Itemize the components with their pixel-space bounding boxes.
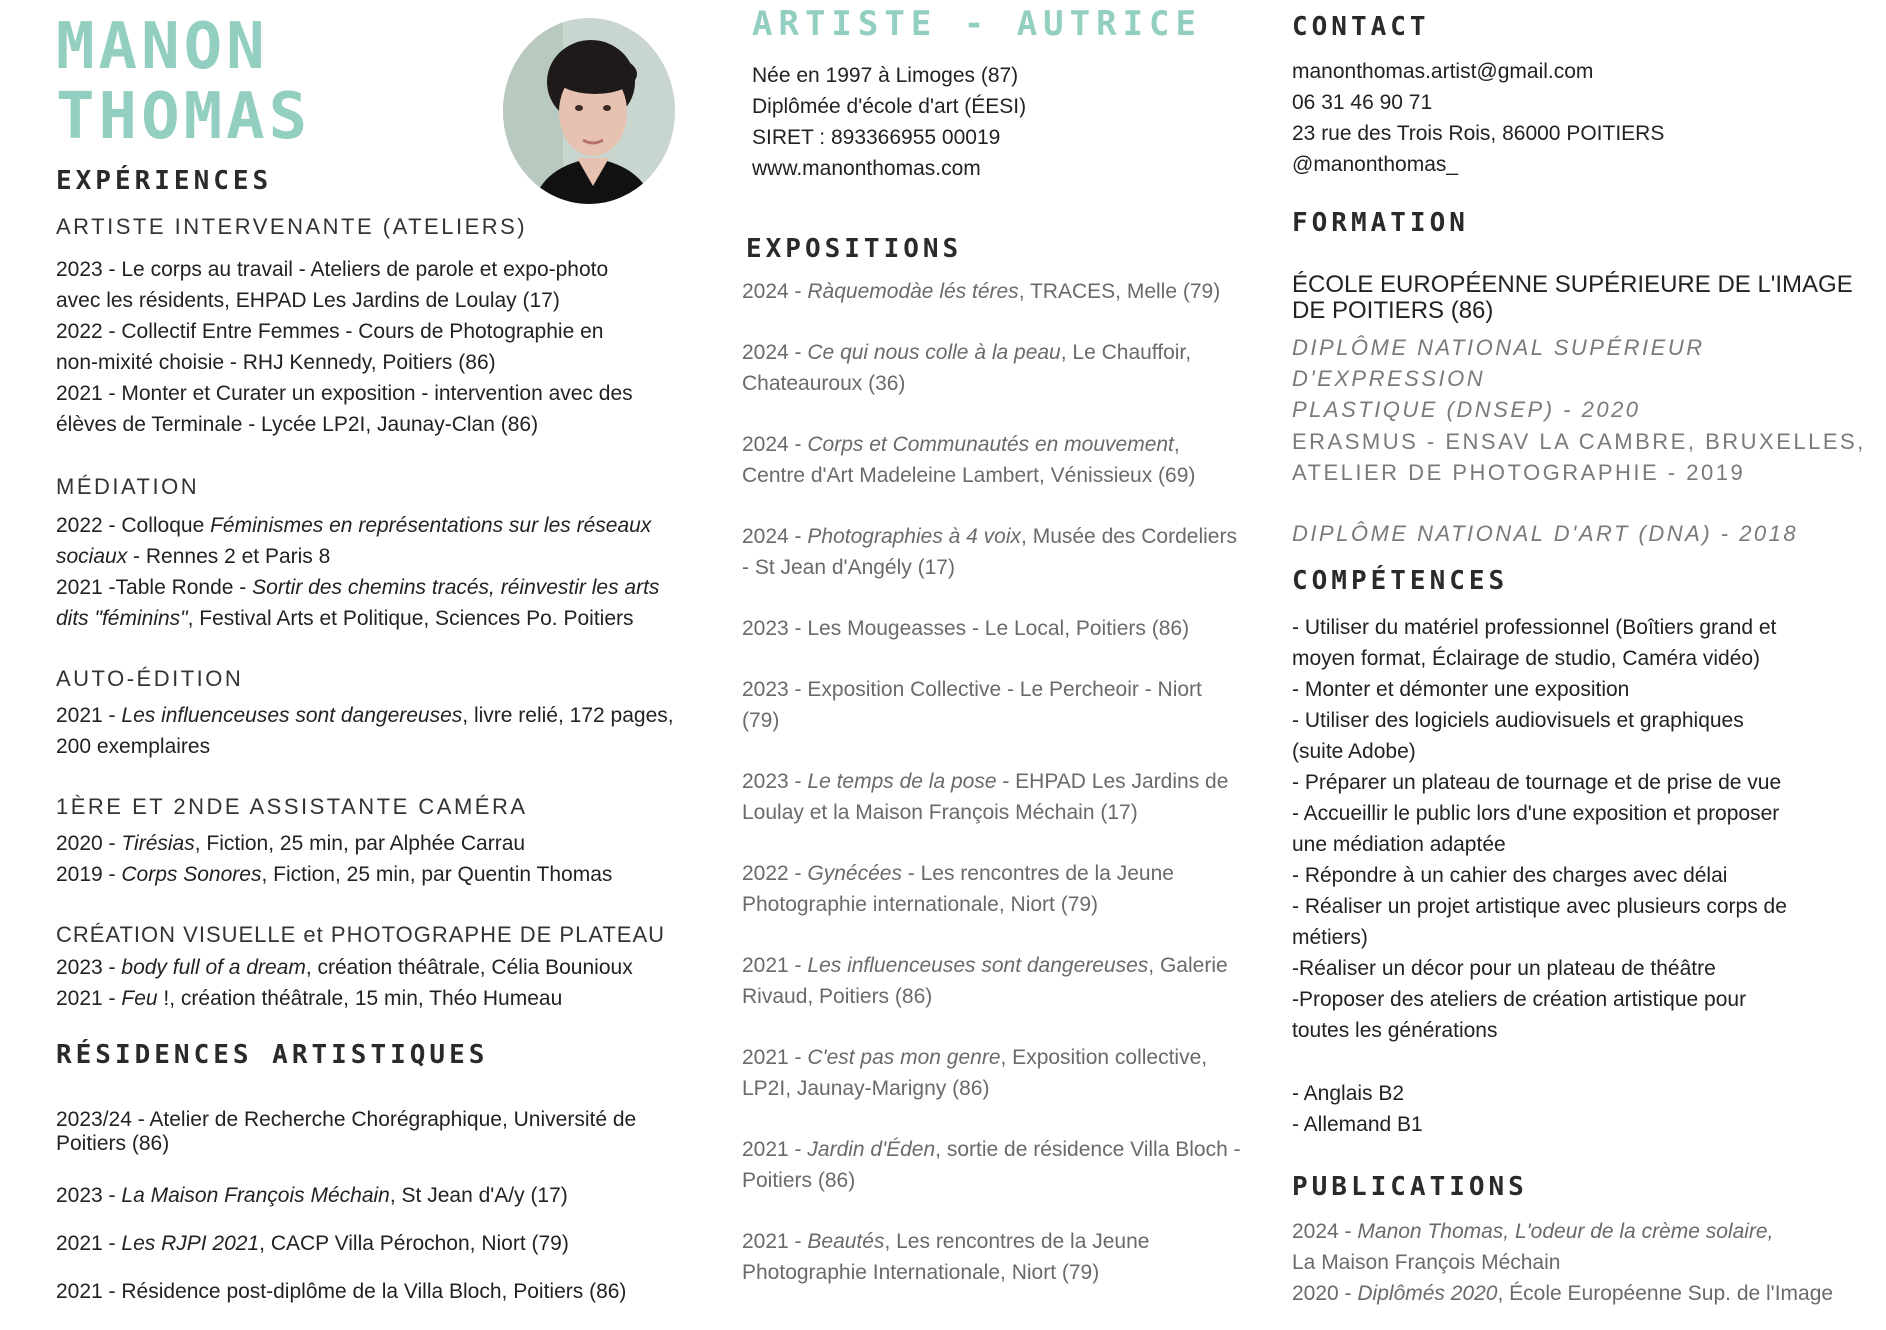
residence-item: 2021 - Résidence post-diplôme de la Villa Bloch, Poitiers (86) <box>56 1280 627 1303</box>
auto-edition-line: 200 exemplaires <box>56 735 211 758</box>
creation-title: CRÉATION VISUELLE et PHOTOGRAPHE DE PLATEAU <box>56 922 666 947</box>
competence-line: moyen format, Éclairage de studio, Caméra vidéo) <box>1292 647 1761 670</box>
residence-item: 2023 - La Maison François Méchain, St Jean d'A/y (17) <box>56 1184 568 1207</box>
competence-line: -Proposer des ateliers de création artistique pour <box>1292 988 1747 1011</box>
camera-line: 2019 - Corps Sonores, Fiction, 25 min, par Quentin Thomas <box>56 863 613 886</box>
expositions-heading: EXPOSITIONS <box>746 234 963 264</box>
competence-line: - Accueillir le public lors d'une exposition et proposer <box>1292 802 1780 825</box>
competences-list <box>1292 612 1787 1046</box>
exposition-item: 2024 - Ràquemodàe lés téres, TRACES, Melle (79) <box>742 280 1221 303</box>
last-name: THOMAS <box>56 80 312 154</box>
exposition-item: 2023 - Le temps de la pose - EHPAD Les Jardins de Loulay et la Maison François Méchain (17) <box>742 770 1229 824</box>
atelier-line: non-mixité choisie - RHJ Kennedy, Poitiers (86) <box>56 351 496 374</box>
address: 23 rue des Trois Rois, 86000 POITIERS <box>1292 122 1665 145</box>
identity-block <box>752 60 1026 184</box>
name-block <box>56 12 311 152</box>
exposition-item: 2021 - Jardin d'Éden, sortie de résidence Villa Bloch - Poitiers (86) <box>742 1138 1241 1192</box>
competence-line: -Réaliser un décor pour un plateau de théâtre <box>1292 957 1716 980</box>
auto-edition-list <box>56 700 674 762</box>
atelier-line: élèves de Terminale - Lycée LP2I, Jaunay-Clan (86) <box>56 413 539 436</box>
exposition-item: 2022 - Gynécées - Les rencontres de la Jeune Photographie internationale, Niort (79) <box>742 862 1174 916</box>
mediation-line: sociaux - Rennes 2 et Paris 8 <box>56 545 331 568</box>
competence-line: - Répondre à un cahier des charges avec délai <box>1292 864 1728 887</box>
exposition-item: 2023 - Exposition Collective - Le Percheoir - Niort (79) <box>742 678 1202 732</box>
exposition-item: 2024 - Corps et Communautés en mouvement, Centre d'Art Madeleine Lambert, Vénissieux (69) <box>742 433 1196 487</box>
competence-line: métiers) <box>1292 926 1368 949</box>
competences-heading: COMPÉTENCES <box>1292 566 1509 596</box>
residence-item: 2021 - Les RJPI 2021, CACP Villa Pérochon, Niort (79) <box>56 1232 569 1255</box>
mediation-line: 2021 -Table Ronde - Sortir des chemins tracés, réinvestir les arts <box>56 576 660 599</box>
portrait-photo <box>503 18 675 204</box>
exposition-item: 2021 - Beautés, Les rencontres de la Jeune Photographie Internationale, Niort (79) <box>742 1230 1150 1284</box>
exposition-item: 2021 - Les influenceuses sont dangereuses, Galerie Rivaud, Poitiers (86) <box>742 954 1228 1008</box>
camera-line: 2020 - Tirésias, Fiction, 25 min, par Alphée Carrau <box>56 832 526 855</box>
mediation-line: 2022 - Colloque Féminismes en représentations sur les réseaux <box>56 514 652 537</box>
publications-heading: PUBLICATIONS <box>1292 1172 1528 1202</box>
exposition-item: 2021 - C'est pas mon genre, Exposition collective, LP2I, Jaunay-Marigny (86) <box>742 1046 1208 1100</box>
camera-list <box>56 828 612 890</box>
dna-diploma: DIPLÔME NATIONAL D'ART (DNA) - 2018 <box>1292 521 1799 546</box>
contact-heading: CONTACT <box>1292 12 1430 42</box>
exposition-item: 2024 - Ce qui nous colle à la peau, Le Chauffoir, Chateauroux (36) <box>742 341 1192 395</box>
contact-block <box>1292 56 1664 180</box>
competence-line: - Préparer un plateau de tournage et de prise de vue <box>1292 771 1782 794</box>
competence-line: - Réaliser un projet artistique avec plusieurs corps de <box>1292 895 1787 918</box>
formation-heading: FORMATION <box>1292 208 1469 238</box>
camera-title: 1ÈRE ET 2NDE ASSISTANTE CAMÉRA <box>56 794 528 819</box>
competence-line: - Utiliser des logiciels audiovisuels et graphiques <box>1292 709 1744 732</box>
exposition-item: 2024 - Photographies à 4 voix, Musée des Cordeliers - St Jean d'Angély (17) <box>742 525 1237 579</box>
first-name: MANON <box>56 10 269 84</box>
languages-list <box>1292 1078 1423 1140</box>
atelier-line: 2023 - Le corps au travail - Ateliers de parole et expo-photo <box>56 258 609 281</box>
competence-line: toutes les générations <box>1292 1019 1498 1042</box>
language-line: - Anglais B2 <box>1292 1082 1405 1105</box>
publication-line: 2020 - Diplômés 2020, École Européenne Sup. de l'Image <box>1292 1282 1834 1305</box>
publication-line: La Maison François Méchain <box>1292 1251 1561 1274</box>
email-link[interactable]: manonthomas.artist@gmail.com <box>1292 60 1594 83</box>
subtitle: ARTISTE - AUTRICE <box>752 4 1202 44</box>
mediation-line: dits "féminins", Festival Arts et Politique, Sciences Po. Poitiers <box>56 607 634 630</box>
website-link[interactable]: www.manonthomas.com <box>752 157 981 180</box>
social-handle[interactable]: @manonthomas_ <box>1292 153 1459 176</box>
atelier-line: 2021 - Monter et Curater un exposition - intervention avec des <box>56 382 633 405</box>
competence-line: une médiation adaptée <box>1292 833 1506 856</box>
competence-line: - Utiliser du matériel professionnel (Boîtiers grand et <box>1292 616 1777 639</box>
erasmus-entry: ERASMUS - ENSAV LA CAMBRE, BRUXELLES, ATELIER DE PHOTOGRAPHIE - 2019 <box>1292 429 1866 485</box>
auto-edition-title: AUTO-ÉDITION <box>56 666 244 691</box>
school-name: ÉCOLE EUROPÉENNE SUPÉRIEURE DE L'IMAGE DE POITIERS (86) <box>1292 271 1853 324</box>
diploma-line: Diplômée d'école d'art (ÉESI) <box>752 95 1027 118</box>
language-line: - Allemand B1 <box>1292 1113 1423 1136</box>
creation-line: 2023 - body full of a dream, création théâtrale, Célia Bounioux <box>56 956 633 979</box>
publications-list <box>1292 1216 1882 1309</box>
competence-line: (suite Adobe) <box>1292 740 1416 763</box>
residence-item: 2023/24 - Atelier de Recherche Chorégraphique, Université de Poitiers (86) <box>56 1108 637 1155</box>
experiences-heading: EXPÉRIENCES <box>56 166 273 196</box>
dnsep-diploma: DIPLÔME NATIONAL SUPÉRIEUR D'EXPRESSION PLASTIQUE (DNSEP) - 2020 <box>1292 335 1705 422</box>
atelier-list <box>56 254 633 440</box>
exposition-item: 2023 - Les Mougeasses - Le Local, Poitiers (86) <box>742 617 1190 640</box>
phone-number: 06 31 46 90 71 <box>1292 91 1433 114</box>
mediation-list <box>56 510 659 634</box>
creation-line: 2021 - Feu !, création théâtrale, 15 min, Théo Humeau <box>56 987 563 1010</box>
portrait-illustration <box>503 18 675 204</box>
atelier-title: ARTISTE INTERVENANTE (ATELIERS) <box>56 214 528 239</box>
atelier-line: avec les résidents, EHPAD Les Jardins de Loulay (17) <box>56 289 560 312</box>
mediation-title: MÉDIATION <box>56 474 200 499</box>
auto-edition-line: 2021 - Les influenceuses sont dangereuses, livre relié, 172 pages, <box>56 704 674 727</box>
creation-list <box>56 952 633 1014</box>
competence-line: - Monter et démonter une exposition <box>1292 678 1630 701</box>
publication-line: 2024 - Manon Thomas, L'odeur de la crème solaire, <box>1292 1220 1774 1243</box>
residences-heading: RÉSIDENCES ARTISTIQUES <box>56 1040 489 1070</box>
siret-line: SIRET : 893366955 00019 <box>752 126 1001 149</box>
atelier-line: 2022 - Collectif Entre Femmes - Cours de Photographie en <box>56 320 604 343</box>
birth-line: Née en 1997 à Limoges (87) <box>752 64 1019 87</box>
